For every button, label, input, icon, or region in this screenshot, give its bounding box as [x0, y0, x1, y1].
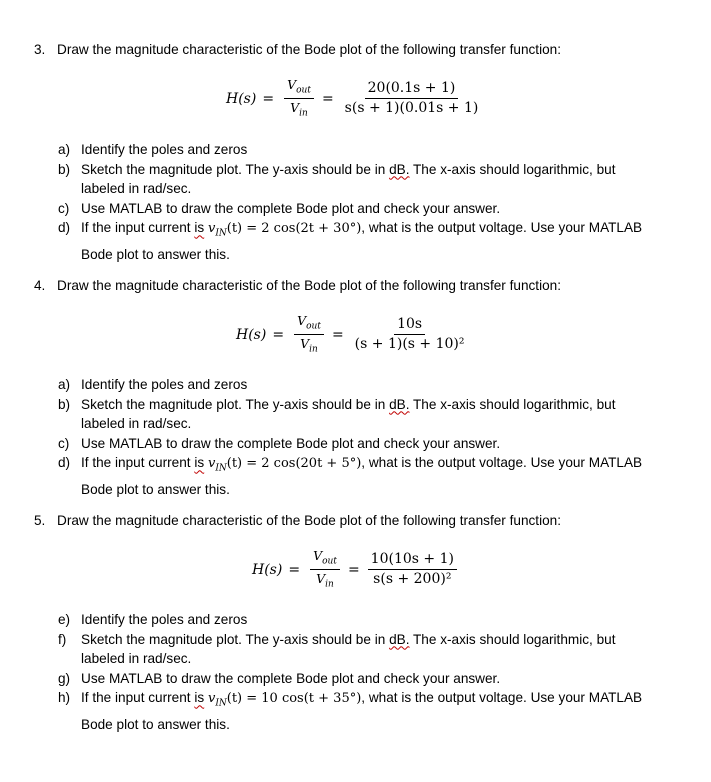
sub-question-text: The x-axis should logarithmic, but labeled in rad/sec. — [81, 396, 616, 432]
vin-symbol: V — [300, 336, 310, 352]
problem-heading-text: Draw the magnitude characteristic of the Bode plot of the following transfer function: — [57, 278, 561, 293]
numerator: 20(0.1s + 1) — [365, 81, 459, 99]
vin-symbol: V — [290, 100, 300, 116]
vout-symbol: V — [297, 313, 307, 328]
sub-question — [58, 669, 658, 689]
problem-heading-text: Draw the magnitude characteristic of the Bode plot of the following transfer function: — [57, 513, 561, 528]
sub-questions — [58, 140, 658, 264]
denominator: s(s + 1)(0.01s + 1) — [344, 100, 479, 117]
sub-question — [58, 434, 658, 454]
spellcheck-marked-word: is — [194, 220, 205, 236]
sub-question-text: The x-axis should logarithmic, but labeled in rad/sec. — [81, 631, 616, 667]
vin-symbol: V — [316, 571, 326, 587]
transfer-function-lhs: H(s) — [226, 90, 257, 107]
problem-number: 4. — [34, 278, 46, 293]
sub-question — [58, 395, 658, 434]
sub-question-text: Sketch the magnitude plot. The y-axis should be in — [81, 396, 390, 412]
problem-number: 5. — [34, 513, 46, 528]
vout-subscript: out — [306, 321, 321, 332]
denominator: s(s + 200)² — [373, 571, 452, 588]
voltage-ratio — [310, 549, 340, 591]
transfer-function-fraction — [352, 317, 468, 353]
voltage-ratio — [284, 78, 314, 120]
sub-question-label: a) — [58, 142, 71, 157]
sub-question-text: , what is the output voltage. Use your MATLAB Bode plot to answer this. — [81, 690, 643, 732]
sub-question-text: Identify the poles and zeros — [81, 612, 248, 627]
vout-symbol: V — [313, 548, 323, 563]
sub-question-text: Sketch the magnitude plot. The y-axis should be in — [81, 161, 390, 177]
transfer-function-fraction — [368, 552, 457, 588]
sub-question — [58, 218, 658, 264]
sub-question-label: h) — [58, 690, 71, 706]
problem-heading — [34, 42, 561, 57]
sub-question-text: If the input current — [81, 690, 195, 706]
transfer-function: H(s) = $\frac{V_{out}}{V_{in}}$ = $\frac{10s}{\text{(s + 1)(s + 10)²}}$ — [236, 314, 471, 356]
sub-question — [58, 160, 658, 199]
problem-number: 3. — [34, 42, 46, 57]
voltage-ratio — [294, 314, 324, 356]
vin-subscript: in — [299, 108, 308, 119]
sub-questions — [58, 375, 658, 499]
sub-question-text: , what is the output voltage. Use your MATLAB Bode plot to answer this. — [81, 220, 643, 262]
sub-question-label: f) — [58, 631, 67, 647]
spellcheck-marked-word: is — [194, 455, 205, 471]
sub-questions — [58, 610, 658, 734]
problem-heading — [34, 513, 561, 528]
sub-question — [58, 630, 658, 669]
sub-question-label: a) — [58, 377, 71, 392]
sub-question-label: g) — [58, 670, 71, 686]
sub-question — [58, 140, 658, 160]
sub-question-label: b) — [58, 161, 71, 177]
transfer-function: H(s) = $\frac{V_{out}}{V_{in}}$ = $\frac{10(10s + 1)}{\text{s(s + 200)²}}$ — [252, 549, 461, 591]
sub-question — [58, 688, 658, 734]
vout-symbol: V — [287, 77, 297, 92]
sub-question-label: c) — [58, 435, 70, 451]
sub-question-text: Use MATLAB to draw the complete Bode plot and check your answer. — [81, 670, 501, 686]
sub-question-text: Identify the poles and zeros — [81, 377, 248, 392]
input-current-expression: $v_{IN}(t) = 2$ cos(2t + 30°) — [207, 221, 362, 239]
sub-question-label: c) — [58, 200, 70, 216]
sub-question-label: e) — [58, 612, 71, 627]
sub-question — [58, 375, 658, 395]
sub-question — [58, 453, 658, 499]
sub-question-text: If the input current — [81, 455, 195, 471]
vout-subscript: out — [322, 556, 337, 567]
sub-question-text: If the input current — [81, 220, 195, 236]
problem-heading — [34, 278, 561, 293]
spellcheck-marked-word: dB. — [389, 396, 410, 412]
sub-question — [58, 199, 658, 219]
sub-question-label: d) — [58, 220, 71, 236]
transfer-function-lhs: H(s) — [252, 561, 283, 578]
vin-subscript: in — [309, 344, 318, 355]
sub-question-text: Use MATLAB to draw the complete Bode plot and check your answer. — [81, 435, 501, 451]
input-current-expression: $v_{IN}(t) = 2$ cos(20t + 5°) — [207, 456, 362, 474]
numerator: 10(10s + 1) — [368, 552, 457, 570]
sub-question-label: d) — [58, 455, 71, 471]
sub-question-text: Use MATLAB to draw the complete Bode plot and check your answer. — [81, 200, 501, 216]
spellcheck-marked-word: dB. — [389, 631, 410, 647]
sub-question-label: b) — [58, 396, 71, 412]
denominator: (s + 1)(s + 10)² — [354, 336, 465, 353]
sub-question-text: The x-axis should logarithmic, but labeled in rad/sec. — [81, 161, 616, 197]
numerator: 10s — [394, 317, 425, 335]
spellcheck-marked-word: is — [194, 690, 205, 706]
sub-question-text: , what is the output voltage. Use your MATLAB Bode plot to answer this. — [81, 455, 643, 497]
input-current-expression: $v_{IN}(t) = 10$ cos(t + 35°) — [207, 691, 362, 709]
transfer-function-lhs: H(s) — [236, 326, 267, 343]
transfer-function: H(s) = $\frac{V_{out}}{V_{in}}$ = $\frac{20(0.1s + 1)}{s(s + 1)(0.01s + 1)}$ — [226, 78, 485, 120]
transfer-function-fraction — [342, 81, 482, 117]
vout-subscript: out — [296, 85, 311, 96]
sub-question-text: Sketch the magnitude plot. The y-axis should be in — [81, 631, 390, 647]
sub-question-text: Identify the poles and zeros — [81, 142, 248, 157]
problem-heading-text: Draw the magnitude characteristic of the Bode plot of the following transfer function: — [57, 42, 561, 57]
vin-subscript: in — [325, 579, 334, 590]
spellcheck-marked-word: dB. — [389, 161, 410, 177]
sub-question — [58, 610, 658, 630]
